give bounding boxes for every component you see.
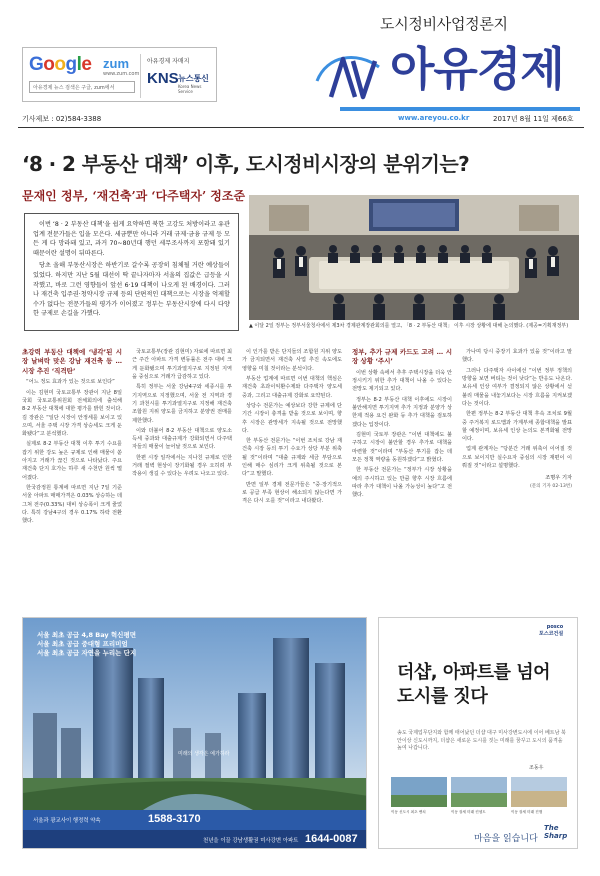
paragraph: 이와 더불어 8·2 부동산 대책으로 양도소득세 중과와 대출규제가 강화되면서 다주택자들의 매물이 늘어날 것으로 보인다.: [132, 427, 232, 451]
kns-english-name: Korea News Service: [178, 84, 202, 94]
main-headline: ‘8 · 2 부동산 대책’ 이후, 도시정비시장의 분위기는?: [22, 152, 470, 176]
lead-paragraph: 당초 올해 부동산시장은 하반기로 갈수록 공장히 침체될 거란 예상들이 있었다. 하지만 지난 5월 대선이 딱 끝나자마자 서울의 집값은 급등을 시작했고, 바로 그런 영향들이 앞선 6·19 대책이 나오게 된 배경이다. 그러나 재건축 입주권·청약시장 규제 등의 단편적인 대책으로는 시장을 억제할 수가 없다는 전문가들의 평가가 이어졌고 정부는 부동산시장에 다시 다양한 규제로 손길을 가했다.: [33, 262, 231, 318]
posco-ad-thumbnails: [391, 777, 567, 807]
sub-headline: 문재인 정부, ‘재건축’과 ‘다주택자’ 정조준: [22, 189, 246, 203]
paragraph: 특히 정부는 서울 강남4구와 세종시를 투기지역으로 지정했으며, 서울 전 지역과 경기 과천시를 투기과열지구로 지정해 재건축 조합원 지위 양도를 금지하고 분양권 전매를 제한했다.: [132, 384, 232, 424]
paragraph: 부동산 업계에 따르면 이번 대책의 핵심은 재건축 초과이익환수제와 다주택자 양도세 중과, 그리고 대출규제 강화로 요약된다.: [242, 375, 342, 399]
newspaper-logo: 아유경제: [390, 42, 564, 96]
apartment-ad[interactable]: [22, 617, 367, 849]
paragraph: 실제로 8·2 부동산 대책 이후 투기 수요를 잡기 위한 강도 높은 규제로 인해 매물이 쏟아지고 거래가 끊긴 것으로 나타났다. 주요 재건축 단지 호가는 하루 새 수천만 원씩 떨어졌다.: [22, 441, 122, 481]
paragraph: 이 인가를 받은 단지들의 조합원 지위 양도가 금지되면서 재건축 사업 추진 속도에도 영향을 미칠 것이라는 분석이다.: [242, 349, 342, 372]
apartment-ad-phone-2[interactable]: 1644-0087: [305, 833, 358, 845]
posco-thumb-caption: 이동 잘세 미래 진행: [511, 810, 543, 814]
posco-ad[interactable]: [378, 617, 578, 849]
masthead: [0, 0, 600, 123]
issue-date: 2017년 8월 11일 제66호: [493, 115, 574, 123]
zum-url: www.zum.com: [103, 71, 140, 77]
apartment-ad-bar-1-text: 서울과 광교사이 행정력 약속: [33, 818, 101, 824]
kns-name: 뉴스통신: [178, 74, 209, 83]
apartment-ad-bar-2[interactable]: [23, 830, 367, 849]
posco-thumb-caption: 이동 신도시 최초 벤치: [391, 810, 426, 814]
search-ad-box[interactable]: [22, 47, 217, 102]
article-column-1: [22, 348, 122, 608]
meeting-photo: [249, 195, 579, 320]
info-bar: [18, 114, 584, 128]
paragraph: 반면 일부 경제 전문가들은 “중·장기적으로 공급 부족 현상이 해소되지 않는다면 가격은 다시 오를 것”이라고 내다봤다.: [242, 481, 342, 505]
paragraph: 정부는 8·2 부동산 대책 이후에도 시장이 불안해지면 투기지역 추가 지정과 분양가 상한제 적용 요건 완화 등 추가 대책을 검토하겠다는 입장이다.: [352, 396, 452, 428]
apartment-ad-bar-1[interactable]: [23, 810, 367, 830]
website-link[interactable]: www.areyou.co.kr: [398, 114, 470, 122]
sister-paper-label: 아유경제 자매지: [147, 58, 190, 65]
apartment-ad-features: 서울 최초 공급 4,8 Bay 혁신평면 서울 최초 공급 중대형 프리미엄 서울 최초 공급 자연을 누리는 단지: [37, 631, 137, 658]
posco-ad-description: 송도 국제업무단지와 함께 태어났던 더샵 대구 미사강변도시에 이어 베트남 북안이상 신도시까지, 더샵은 새로운 도시를 짓는 미래를 꿈꾸고 도시의 품격을 높여 나갑니다.: [397, 730, 566, 751]
kns-logo: KNS: [147, 70, 179, 87]
posco-thumb-caption: 이동 잘세 미래 컨셉트: [451, 810, 486, 814]
posco-slogan: 마음을 읽습니다: [474, 834, 538, 844]
article-column-5: [462, 348, 572, 608]
apartment-ad-phone-1[interactable]: 1588-3170: [148, 813, 201, 825]
article-column-2: [132, 348, 232, 608]
zum-logo: zum: [103, 56, 129, 71]
posco-ad-author: 조동우: [529, 765, 544, 771]
tagline: 도시정비사업정론지: [380, 15, 508, 33]
lead-paragraph: 이번 ‘8 · 2 부동산 대책’을 쉽게 요약하면 북한 고강도 처방이라고 유관 업계 전문가들은 입을 모은다. 세금뿐만 아니라 거래 규제·금융 규제 등 모든 게 다 망라돼 있고, 과거 70~80년대 행던 세무조사까지 포함돼 있기 때문이란 설명이 뒤따른다.: [33, 221, 230, 257]
apartment-ad-slogan: 미래의 생각은 예가하라: [178, 751, 230, 757]
posco-ad-title: 더샵, 아파트를 넘어 도시를 짓다: [397, 662, 550, 708]
article-column-3: [242, 348, 342, 608]
logo-mark-icon: [313, 45, 383, 103]
the-sharp-logo: The Sharp: [544, 824, 568, 840]
paragraph: 상당수 전문가는 예상보다 강한 규제에 단기간 시장이 충격을 받을 것으로 보이며, 향후 시장은 관망세가 지속될 것으로 전망했다.: [242, 402, 342, 434]
paragraph: 한편 정부는 8·2 부동산 대책 후속 조치로 9월 중 주거복지 로드맵과 가계부채 종합대책을 발표할 예정이며, 보유세 인상 논의도 본격화될 전망이다.: [462, 411, 572, 443]
apartment-ad-bar-2-text: 천년을 이끌 강남생활권 미사강변 아파트: [203, 838, 299, 844]
google-logo: Google: [29, 54, 92, 75]
paragraph: 이번 상황 속에서 추후 주택시장을 더욱 안정시키기 위한 추가 대책이 나올 수 있다는 전망도 제기되고 있다.: [352, 369, 452, 393]
search-hint: 아유경제 뉴스 검색은 구글, zum에서: [29, 81, 135, 93]
column-heading: 정부, 추가 규제 카드도 고려 … 시장 상황 ‘주시’: [352, 348, 452, 366]
ad-divider: [140, 54, 141, 98]
photo-caption: ▲ 이달 2일 정부는 정부서울청사에서 제3차 경제관계장관회의를 열고, 「8 · 2 부동산 대책」 이후 시장 상황에 대해 논의했다. (제공=기획재정부): [249, 323, 569, 329]
paragraph: 김현미 국토부 장관은 “이번 대책에도 불구하고 시장이 불안할 경우 추가로 대책을 마련할 것”이라며 “부동산 투기를 잡는 데 모든 정책 역량을 동원하겠다”고 밝혔다.: [352, 432, 452, 463]
article-column-4: [352, 348, 452, 608]
paragraph: 한 부동산 전문가는 “정부가 시장 상황을 예의 주시하고 있는 만큼 향후 시장 흐름에 따라 추가 대책이 나올 가능성이 높다”고 전했다.: [352, 467, 452, 499]
paragraph: 한 부동산 전문가는 “이번 조치로 강남 재건축 시장 등의 투기 수요가 상당 부분 위축될 것”이라며 “대출 규제와 세금 부담으로 인해 매수 심리가 크게 위축될 것으로 본다”고 말했다.: [242, 438, 342, 478]
byline: 조명우 기자: [545, 475, 572, 482]
paragraph: 그러나 다주택자 사이에선 “이번 정부 정책의 방향을 보면 버티는 것이 낫다”는 반응도 나온다. 보유세 인상 여부가 결정되지 않은 상황에서 섣불리 매물을 내놓기보다는 시장 흐름을 지켜보겠다는 것이다.: [462, 367, 572, 407]
paragraph: 이는 김현미 국토교통부 장관이 지난 8일 국회 국토교통위원회 전체회의에 출석해 8·2 부동산 대책에 대한 평가를 밝힌 것이다. 김 장관은 “일단 시장이 안정세를 보이고 있으며, 서울 주택 시장 가격 상승세도 크게 둔화됐다”고 분석했다.: [22, 389, 122, 438]
paragraph: “어느 정도 효과가 있는 것으로 보인다”: [26, 379, 115, 386]
logo-underline: [340, 107, 580, 111]
paragraph: 한국감정원 통계에 따르면 지난 7일 기준 서울 아파트 매매가격은 0.03% 상승하는 데 그쳐 전주(0.33%) 대비 상승폭이 크게 줄었다. 특히 강남4구의 경우 0.17% 하락 전환했다.: [22, 485, 122, 525]
lead-box: [24, 213, 239, 331]
paragraph: 한편 시장 일각에서는 지나친 규제로 인한 거래 절벽 현상이 장기화될 경우 오히려 부작용이 생길 수 있다는 우려도 나오고 있다.: [132, 454, 232, 478]
column-heading: 초강력 부동산 대책에 ‘냉각’된 시장 날벼락 맞은 강남 재건축 등 … 시장 추진 ‘직격탄’: [22, 348, 122, 375]
paragraph: 가나며 당시 중장기 효과가 있을 것”이라고 말했다.: [462, 349, 572, 364]
byline-contact: (문의 기자 02-13번): [529, 483, 572, 489]
posco-brand: posco 포스코건설: [539, 624, 564, 637]
paragraph: 국토교통부(장관 김현미) 자료에 따르면 최근 주간 아파트 가격 변동률은 전주 대비 크게 둔화됐으며 투기과열지구로 지정된 지역을 중심으로 거래가 급감하고 있다.: [132, 349, 232, 380]
paragraph: 업계 관계자는 “당분간 거래 위축이 이어질 것으로 보이지만 실수요자 중심의 시장 재편이 이뤄질 것”이라고 설명했다.: [462, 446, 572, 470]
tip-phone: 기사제보 : 02)584-3388: [22, 115, 102, 123]
